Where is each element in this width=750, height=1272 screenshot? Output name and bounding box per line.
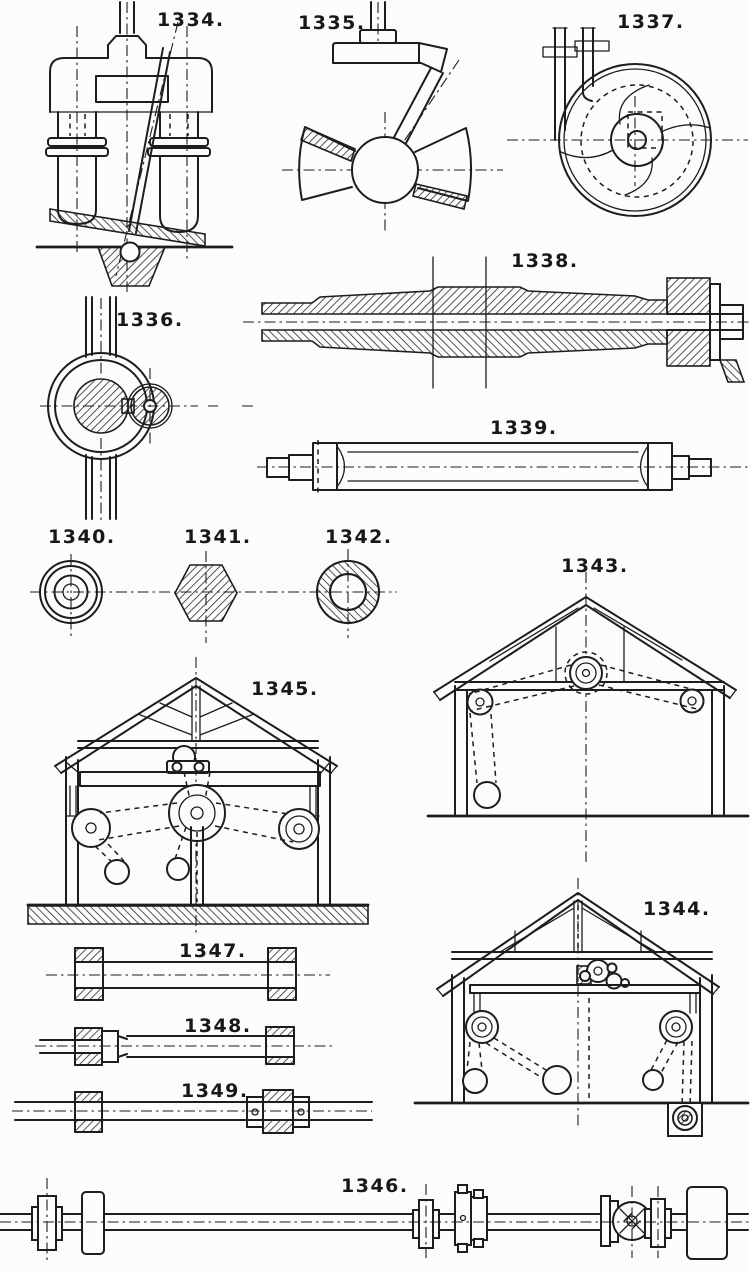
figure-1345-label: 1345.: [251, 678, 319, 700]
figure-1345: [25, 655, 415, 935]
figure-1347-label: 1347.: [179, 940, 247, 962]
figure-1343-label: 1343.: [561, 555, 629, 577]
figure-1349-label: 1349.: [181, 1080, 249, 1102]
figure-1335-label: 1335.: [298, 12, 366, 34]
figure-1338: [240, 245, 750, 405]
figure-1334-label: 1334.: [157, 9, 225, 31]
figure-1346-label: 1346.: [341, 1175, 409, 1197]
figure-1336-label: 1336.: [116, 309, 184, 331]
figure-1347-1349-column: [10, 935, 375, 1145]
figure-1338-label: 1338.: [511, 250, 579, 272]
figure-1335-drawing: [280, 0, 505, 235]
figure-1343-drawing: [405, 550, 750, 865]
figure-1341-section: [175, 551, 237, 643]
figure-1335: [280, 0, 505, 235]
figure-1334-drawing: [20, 0, 265, 295]
figure-1340-label: 1340.: [48, 526, 116, 548]
figure-1334: [20, 0, 265, 295]
figure-1342-section: [315, 549, 381, 638]
figure-1347-1349-drawing: [10, 935, 375, 1145]
figure-1341-label: 1341.: [184, 526, 252, 548]
figure-1343: [405, 550, 750, 865]
figure-1348-label: 1348.: [184, 1015, 252, 1037]
figure-1344-label: 1344.: [643, 898, 711, 920]
figure-1339-label: 1339.: [490, 417, 558, 439]
figure-1345-drawing: [25, 655, 415, 935]
figure-1342-label: 1342.: [325, 526, 393, 548]
figure-1337-label: 1337.: [617, 11, 685, 33]
figure-1337-drawing: [505, 0, 750, 240]
figure-1340-section: [40, 554, 102, 640]
figure-1338-drawing: [240, 245, 750, 405]
figure-1337: [505, 0, 750, 240]
